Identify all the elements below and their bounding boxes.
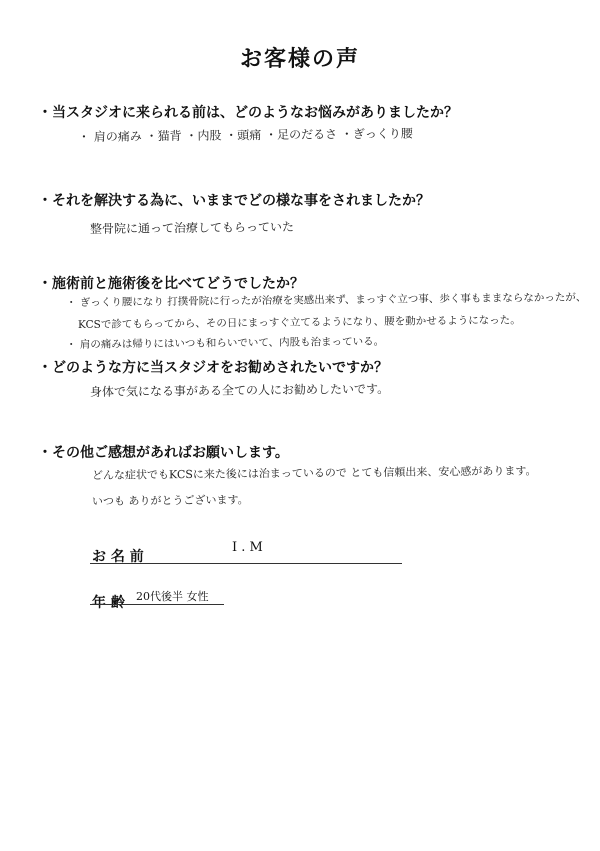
answer-1-line-1: ・ 肩の痛み ・猫背 ・内股 ・頭痛 ・足のだるさ ・ぎっくり腰	[77, 126, 413, 144]
answer-5-line-2: いつも ありがとうございます。	[91, 493, 249, 508]
age-underline	[90, 604, 224, 605]
question-4: ・どのような方に当スタジオをお勧めされたいですか？	[38, 360, 388, 376]
age-value: 20代後半 女性	[136, 590, 209, 603]
question-3: ・施術前と施術後を比べてどうでしたか？	[38, 276, 304, 292]
answer-3-line-1: ・ ぎっくり腰になり 打撲骨院に行ったが治療を実感出来ず、まっすぐ立つ事、歩く事もままならなかったが、	[65, 291, 587, 309]
name-underline	[90, 563, 402, 564]
question-2: ・それを解決する為に、いままでどの様な事をされましたか？	[38, 193, 430, 209]
question-5: ・その他ご感想があればお願いします。	[38, 445, 289, 461]
answer-3-line-3: ・ 肩の痛みは帰りにはいつも和らいでいて、内股も治まっている。	[65, 335, 385, 351]
name-label: お 名 前	[92, 549, 144, 565]
answer-2-line-1: 整骨院に通って治療してもらっていた	[89, 219, 295, 236]
page-title: お客様の声	[239, 47, 360, 72]
answer-3-line-2: KCSで診てもらってから、その日にまっすぐ立てるようになり、腰を動かせるようになった。	[77, 314, 521, 331]
age-label: 年 齢	[92, 595, 125, 611]
question-1: ・当スタジオに来られる前は、どのようなお悩みがありましたか？	[38, 105, 458, 121]
answer-4-line-1: 身体で気になる事がある全ての人にお勧めしたいです。	[89, 381, 390, 399]
name-value: I . M	[232, 540, 263, 555]
answer-5-line-1: どんな症状でもKCSに来た後には治まっているので とても信頼出来、安心感があります。	[91, 464, 537, 482]
